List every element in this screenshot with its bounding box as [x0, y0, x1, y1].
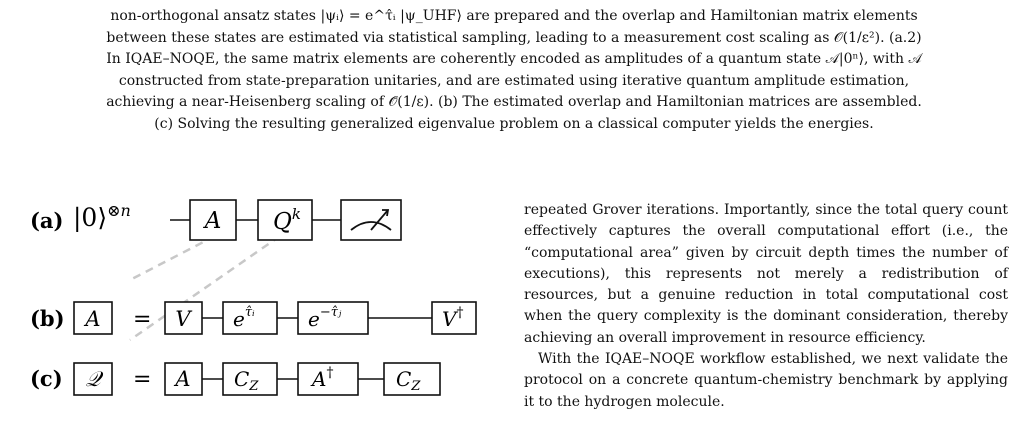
caption-line: (c) Solving the resulting generalized eigenvalue problem on a classical computer yields the energies. [154, 115, 874, 132]
panel-b-lhs: A [85, 307, 101, 331]
circuit-diagram [30, 180, 500, 430]
caption-line: achieving a near-Heisenberg scaling of 𝒪̃(1/ε). (b) The estimated overlap and Hamiltonian matrices are assembled. [106, 94, 922, 110]
caption-line: constructed from state-preparation unitaries, and are estimated using iterative quantum amplitude estimation, [118, 72, 910, 89]
panel-c-gate-cz-2-label: $C_Z$ [396, 367, 421, 394]
panel-a-gate-q-label: $Q^k$ [273, 205, 301, 235]
body-text [524, 200, 1008, 413]
panel-a-gate-a-label: A [204, 208, 222, 234]
panel-c-gate-cz-label: $C_Z$ [234, 367, 259, 394]
circuit-figure [30, 180, 500, 430]
caption-line: In IQAE–NOQE, the same matrix elements are coherently encoded as amplitudes of a quantum state 𝒜|0ⁿ⟩, with 𝒜 [106, 51, 922, 67]
panel-b-equals: = [133, 307, 152, 332]
panel-c-lhs: 𝒬 [85, 367, 101, 391]
panel-c-equals: = [133, 367, 152, 392]
panel-b-gate-exp-neg-label: $e^{-\taûⱼ}$ [308, 305, 342, 331]
caption-line: between these states are estimated via statistical sampling, leading to a measurement cost scaling as 𝒪(1/ε²). (a.2) [106, 29, 922, 46]
panel-c-gate-adag-label: A† [312, 365, 334, 391]
measurement-icon [341, 200, 401, 240]
figure-caption [0, 6, 1028, 135]
panel-b-gate-vdag-label: V† [442, 305, 464, 331]
caption-line: non-orthogonal ansatz states |ψᵢ⟩ = e^τ̂ᵢ |ψ_UHF⟩ are prepared and the overlap and Hamiltonian matrix elements [110, 8, 918, 24]
connector-a-to-b [130, 236, 215, 280]
panel-b-gate-exp-label: $e^{\taûᵢ}$ [233, 305, 255, 331]
body-paragraph: With the IQAE–NOQE workflow established, we next validate the protocol on a concrete quantum-chemistry benchmark by applying it to the hydrogen molecule. [524, 351, 1008, 410]
panel-c-gate-a-label: A [175, 367, 191, 391]
panel-a-input-state: |0⟩$^{\otimes n}$ [73, 201, 131, 232]
panel-b-label: (b) [30, 306, 65, 331]
panel-b-gate-v-label: V [175, 307, 191, 331]
body-paragraph: repeated Grover iterations. Importantly, since the total query count effectively captures the overall computational effort (i.e., the “computational area” given by circuit depth times the number of executions), this represents not merely a redistribution of resources, but a genuine reduction in total computational cost when the query complexity is the dominant consideration, thereby achieving an overall improvement in resource efficiency. [524, 202, 1008, 346]
panel-a-label: (a) [30, 208, 64, 233]
panel-c-label: (c) [30, 366, 63, 391]
